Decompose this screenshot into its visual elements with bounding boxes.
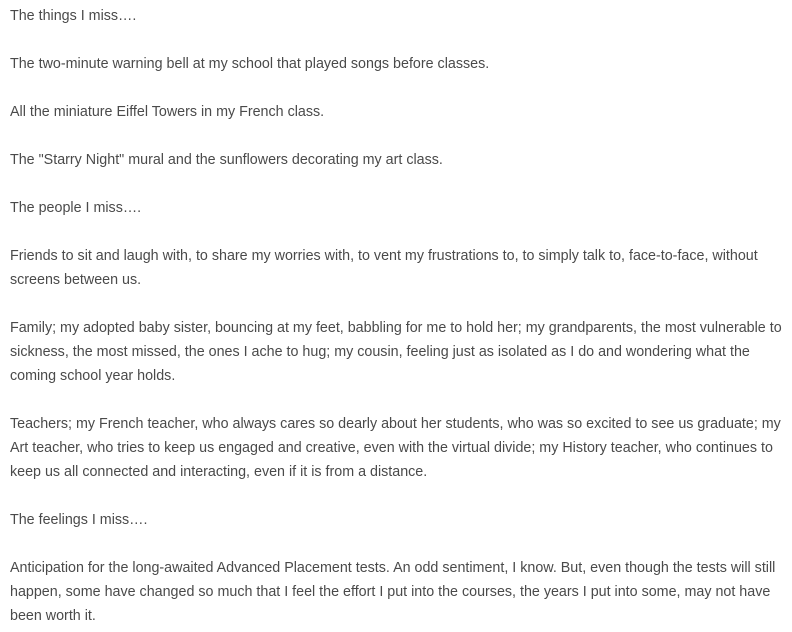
paragraph-feelings-heading: The feelings I miss…. (10, 512, 148, 528)
paragraph-friends: Friends to sit and laugh with, to share my worries with, to vent my frustrations to, to simply talk to, face-to-face, without screens between us. (10, 248, 758, 288)
paragraph-teachers: Teachers; my French teacher, who always cares so dearly about her students, who was so excited to see us graduate; my Art teacher, who tries to keep us engaged and creative, even with the virtual divide; my History teacher, who continues to keep us all connected and interacting, even if it is from a distance. (10, 416, 781, 480)
paragraph-things-heading: The things I miss…. (10, 8, 137, 24)
paragraph-anticipation: Anticipation for the long-awaited Advanced Placement tests. An odd sentiment, I know. But, even though the tests will still happen, some have changed so much that I feel the effort I put into the courses, the years I put into some, may not have been worth it. (10, 560, 776, 624)
paragraph-warning-bell: The two-minute warning bell at my school that played songs before classes. (10, 56, 490, 72)
paragraph-people-heading: The people I miss…. (10, 200, 142, 216)
paragraph-eiffel-towers: All the miniature Eiffel Towers in my French class. (10, 104, 325, 120)
paragraph-starry-night: The "Starry Night" mural and the sunflowers decorating my art class. (10, 152, 443, 168)
paragraph-family: Family; my adopted baby sister, bouncing at my feet, babbling for me to hold her; my grandparents, the most vulnerable to sickness, the most missed, the ones I ache to hug; my cousin, feeling just as isolated as I do and wondering what the coming school year holds. (10, 320, 782, 384)
